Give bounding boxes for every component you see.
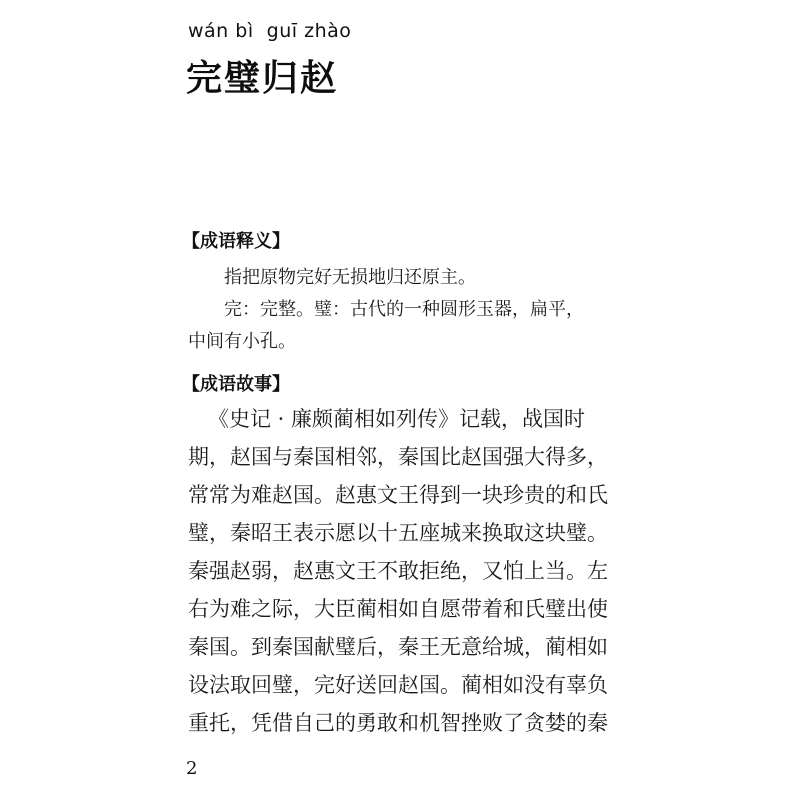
page-number: 2 xyxy=(186,758,198,779)
meaning-text-block xyxy=(188,262,628,358)
meaning-line: 中间有小孔。 xyxy=(188,331,296,352)
story-line: 期，赵国与秦国相邻，秦国比赵国强大得多， xyxy=(188,445,608,469)
meaning-section-heading: 【成语释义】 xyxy=(182,231,290,252)
story-line: 常常为难赵国。赵惠文王得到一块珍贵的和氏 xyxy=(188,483,608,507)
idiom-title: 完璧归赵 xyxy=(186,58,339,99)
story-text-block xyxy=(188,400,628,742)
meaning-line: 完：完整。璧：古代的一种圆形玉器，扁平， xyxy=(224,299,584,320)
story-line: 重托，凭借自己的勇敢和机智挫败了贪婪的秦 xyxy=(188,711,608,735)
story-line: 设法取回璧，完好送回赵国。蔺相如没有辜负 xyxy=(188,673,608,697)
meaning-line: 指把原物完好无损地归还原主。 xyxy=(224,267,476,288)
story-line: 秦国。到秦国献璧后，秦王无意给城，蔺相如 xyxy=(188,635,608,659)
idiom-pinyin: wán bì guī zhào xyxy=(188,20,352,42)
story-section-heading: 【成语故事】 xyxy=(182,374,290,395)
story-line: 《史记 · 廉颇蔺相如列传》记载，战国时 xyxy=(208,407,586,431)
story-line: 右为难之际，大臣蔺相如自愿带着和氏璧出使 xyxy=(188,597,608,621)
story-line: 秦强赵弱，赵惠文王不敢拒绝，又怕上当。左 xyxy=(188,559,608,583)
story-line: 璧，秦昭王表示愿以十五座城来换取这块璧。 xyxy=(188,521,608,545)
